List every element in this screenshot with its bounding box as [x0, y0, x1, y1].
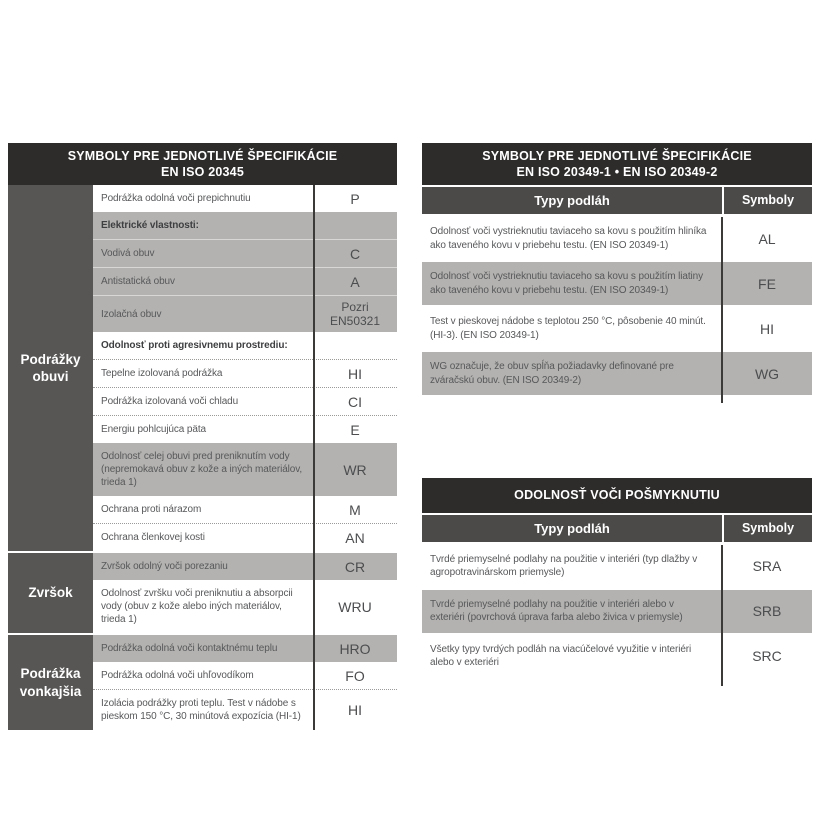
spec-description: Odolnosť zvršku voči preniknutiu a absorpcii vody (obuv z kože alebo iných materiálov, trieda 1)	[93, 580, 313, 633]
table-section	[8, 553, 397, 633]
table-row	[422, 307, 812, 350]
spec-symbol	[313, 332, 397, 359]
table-row	[422, 590, 812, 633]
table-section	[8, 635, 397, 730]
spec-description: Podrážka odolná voči prepichnutiu	[93, 185, 313, 212]
spec-symbol: HI	[313, 359, 397, 387]
table-row	[422, 217, 812, 260]
table-row	[422, 545, 812, 588]
spec-symbol: AN	[313, 523, 397, 551]
column-header-symbols: Symboly	[722, 187, 812, 214]
spec-symbol: E	[313, 415, 397, 443]
spec-symbol: WR	[313, 443, 397, 496]
spec-description: Tepelne izolovaná podrážka	[93, 359, 313, 387]
floor-type-description: Tvrdé priemyselné podlahy na použitie v interiéri alebo v exteriéri (povrchová úprava farba alebo živica v priemysle)	[422, 590, 722, 633]
column-header-row	[422, 515, 812, 542]
spec-symbol: C	[313, 239, 397, 267]
table-title	[422, 143, 812, 185]
section-label: Podrážka vonkajšia	[8, 635, 93, 730]
spec-symbol: A	[313, 267, 397, 295]
floor-type-description: Odolnosť voči vystrieknutiu taviaceho sa kovu s použitím hliníka ako taveného kovu v priebehu testu. (EN ISO 20349-1)	[422, 217, 722, 260]
symbol-value: SRC	[722, 635, 812, 678]
table-title-line1: SYMBOLY PRE JEDNOTLIVÉ ŠPECIFIKÁCIE	[67, 149, 338, 163]
spec-description: Antistatická obuv	[93, 267, 313, 295]
spec-description: Ochrana proti nárazom	[93, 496, 313, 523]
table-row	[422, 352, 812, 395]
floor-type-description: Odolnosť voči vystrieknutiu taviaceho sa kovu s použitím liatiny ako taveného kovu v priebehu testu. (EN ISO 20349-1)	[422, 262, 722, 305]
table-body	[422, 217, 812, 395]
column-header-row	[422, 187, 812, 214]
table-body	[8, 185, 397, 730]
table-body	[422, 545, 812, 678]
column-divider	[313, 185, 315, 730]
spec-symbol: M	[313, 496, 397, 523]
table-title	[422, 478, 812, 513]
spec-description: Podrážka odolná voči kontaktnému teplu	[93, 635, 313, 662]
spec-symbol	[313, 212, 397, 239]
spec-symbol: WRU	[313, 580, 397, 633]
table-row	[422, 635, 812, 678]
section-label: Zvršok	[8, 553, 93, 633]
symbol-value: WG	[722, 352, 812, 395]
spec-symbol: Pozri EN50321	[313, 295, 397, 332]
table-row	[422, 262, 812, 305]
floor-type-description: Test v pieskovej nádobe s teplotou 250 °C, pôsobenie 40 minút. (HI-3). (EN ISO 20349-1)	[422, 307, 722, 350]
symbol-value: HI	[722, 307, 812, 350]
spec-description: Odolnosť proti agresivnemu prostrediu:	[93, 332, 313, 359]
spec-description: Energiu pohlcujúca päta	[93, 415, 313, 443]
floor-type-description: Všetky typy tvrdých podláh na viacúčelové využitie v interiéri alebo v exteriéri	[422, 635, 722, 678]
column-header-symbols: Symboly	[722, 515, 812, 542]
spec-symbol: FO	[313, 662, 397, 689]
spec-symbol: CR	[313, 553, 397, 580]
spec-description: Vodivá obuv	[93, 239, 313, 267]
spec-symbol: HRO	[313, 635, 397, 662]
spec-description: Izolačná obuv	[93, 295, 313, 332]
section-label: Podrážky obuvi	[8, 185, 93, 551]
table-title-line1: ODOLNOSŤ VOČI POŠMYKNUTIU	[514, 488, 720, 502]
table-title-line2: EN ISO 20345	[160, 164, 244, 179]
column-header-floor-types: Typy podláh	[422, 515, 722, 542]
symbol-value: SRA	[722, 545, 812, 588]
column-divider	[721, 545, 723, 686]
table-section	[8, 185, 397, 551]
floor-type-description: Tvrdé priemyselné podlahy na použitie v interiéri (typ dlažby v agropotravinárskom priemysle)	[422, 545, 722, 588]
floor-type-description: WG označuje, že obuv spĺňa požiadavky definované pre zváračskú obuv. (EN ISO 20349-2)	[422, 352, 722, 395]
spec-symbol: P	[313, 185, 397, 212]
column-header-floor-types: Typy podláh	[422, 187, 722, 214]
spec-description: Zvršok odolný voči porezaniu	[93, 553, 313, 580]
spec-description: Odolnosť celej obuvi pred preniknutím vody (nepremokavá obuv z kože a iných materiálov, trieda 1)	[93, 443, 313, 496]
spec-description: Podrážka odolná voči uhľovodíkom	[93, 662, 313, 689]
symbol-value: AL	[722, 217, 812, 260]
spec-description: Elektrické vlastnosti:	[93, 212, 313, 239]
spec-description: Ochrana členkovej kosti	[93, 523, 313, 551]
spec-symbol: HI	[313, 689, 397, 730]
table-en-iso-20345	[8, 143, 397, 730]
spec-symbol: CI	[313, 387, 397, 415]
spec-description: Izolácia podrážky proti teplu. Test v nádobe s pieskom 150 °C, 30 minútová expozícia (HI-1)	[93, 689, 313, 730]
table-title	[8, 143, 397, 185]
column-divider	[721, 217, 723, 403]
symbol-value: FE	[722, 262, 812, 305]
table-slip-resistance	[422, 478, 812, 680]
table-en-iso-20349	[422, 143, 812, 397]
table-title-line2: EN ISO 20349-1 • EN ISO 20349-2	[516, 164, 718, 179]
spec-description: Podrážka izolovaná voči chladu	[93, 387, 313, 415]
table-title-line1: SYMBOLY PRE JEDNOTLIVÉ ŠPECIFIKÁCIE	[482, 149, 752, 163]
symbol-value: SRB	[722, 590, 812, 633]
